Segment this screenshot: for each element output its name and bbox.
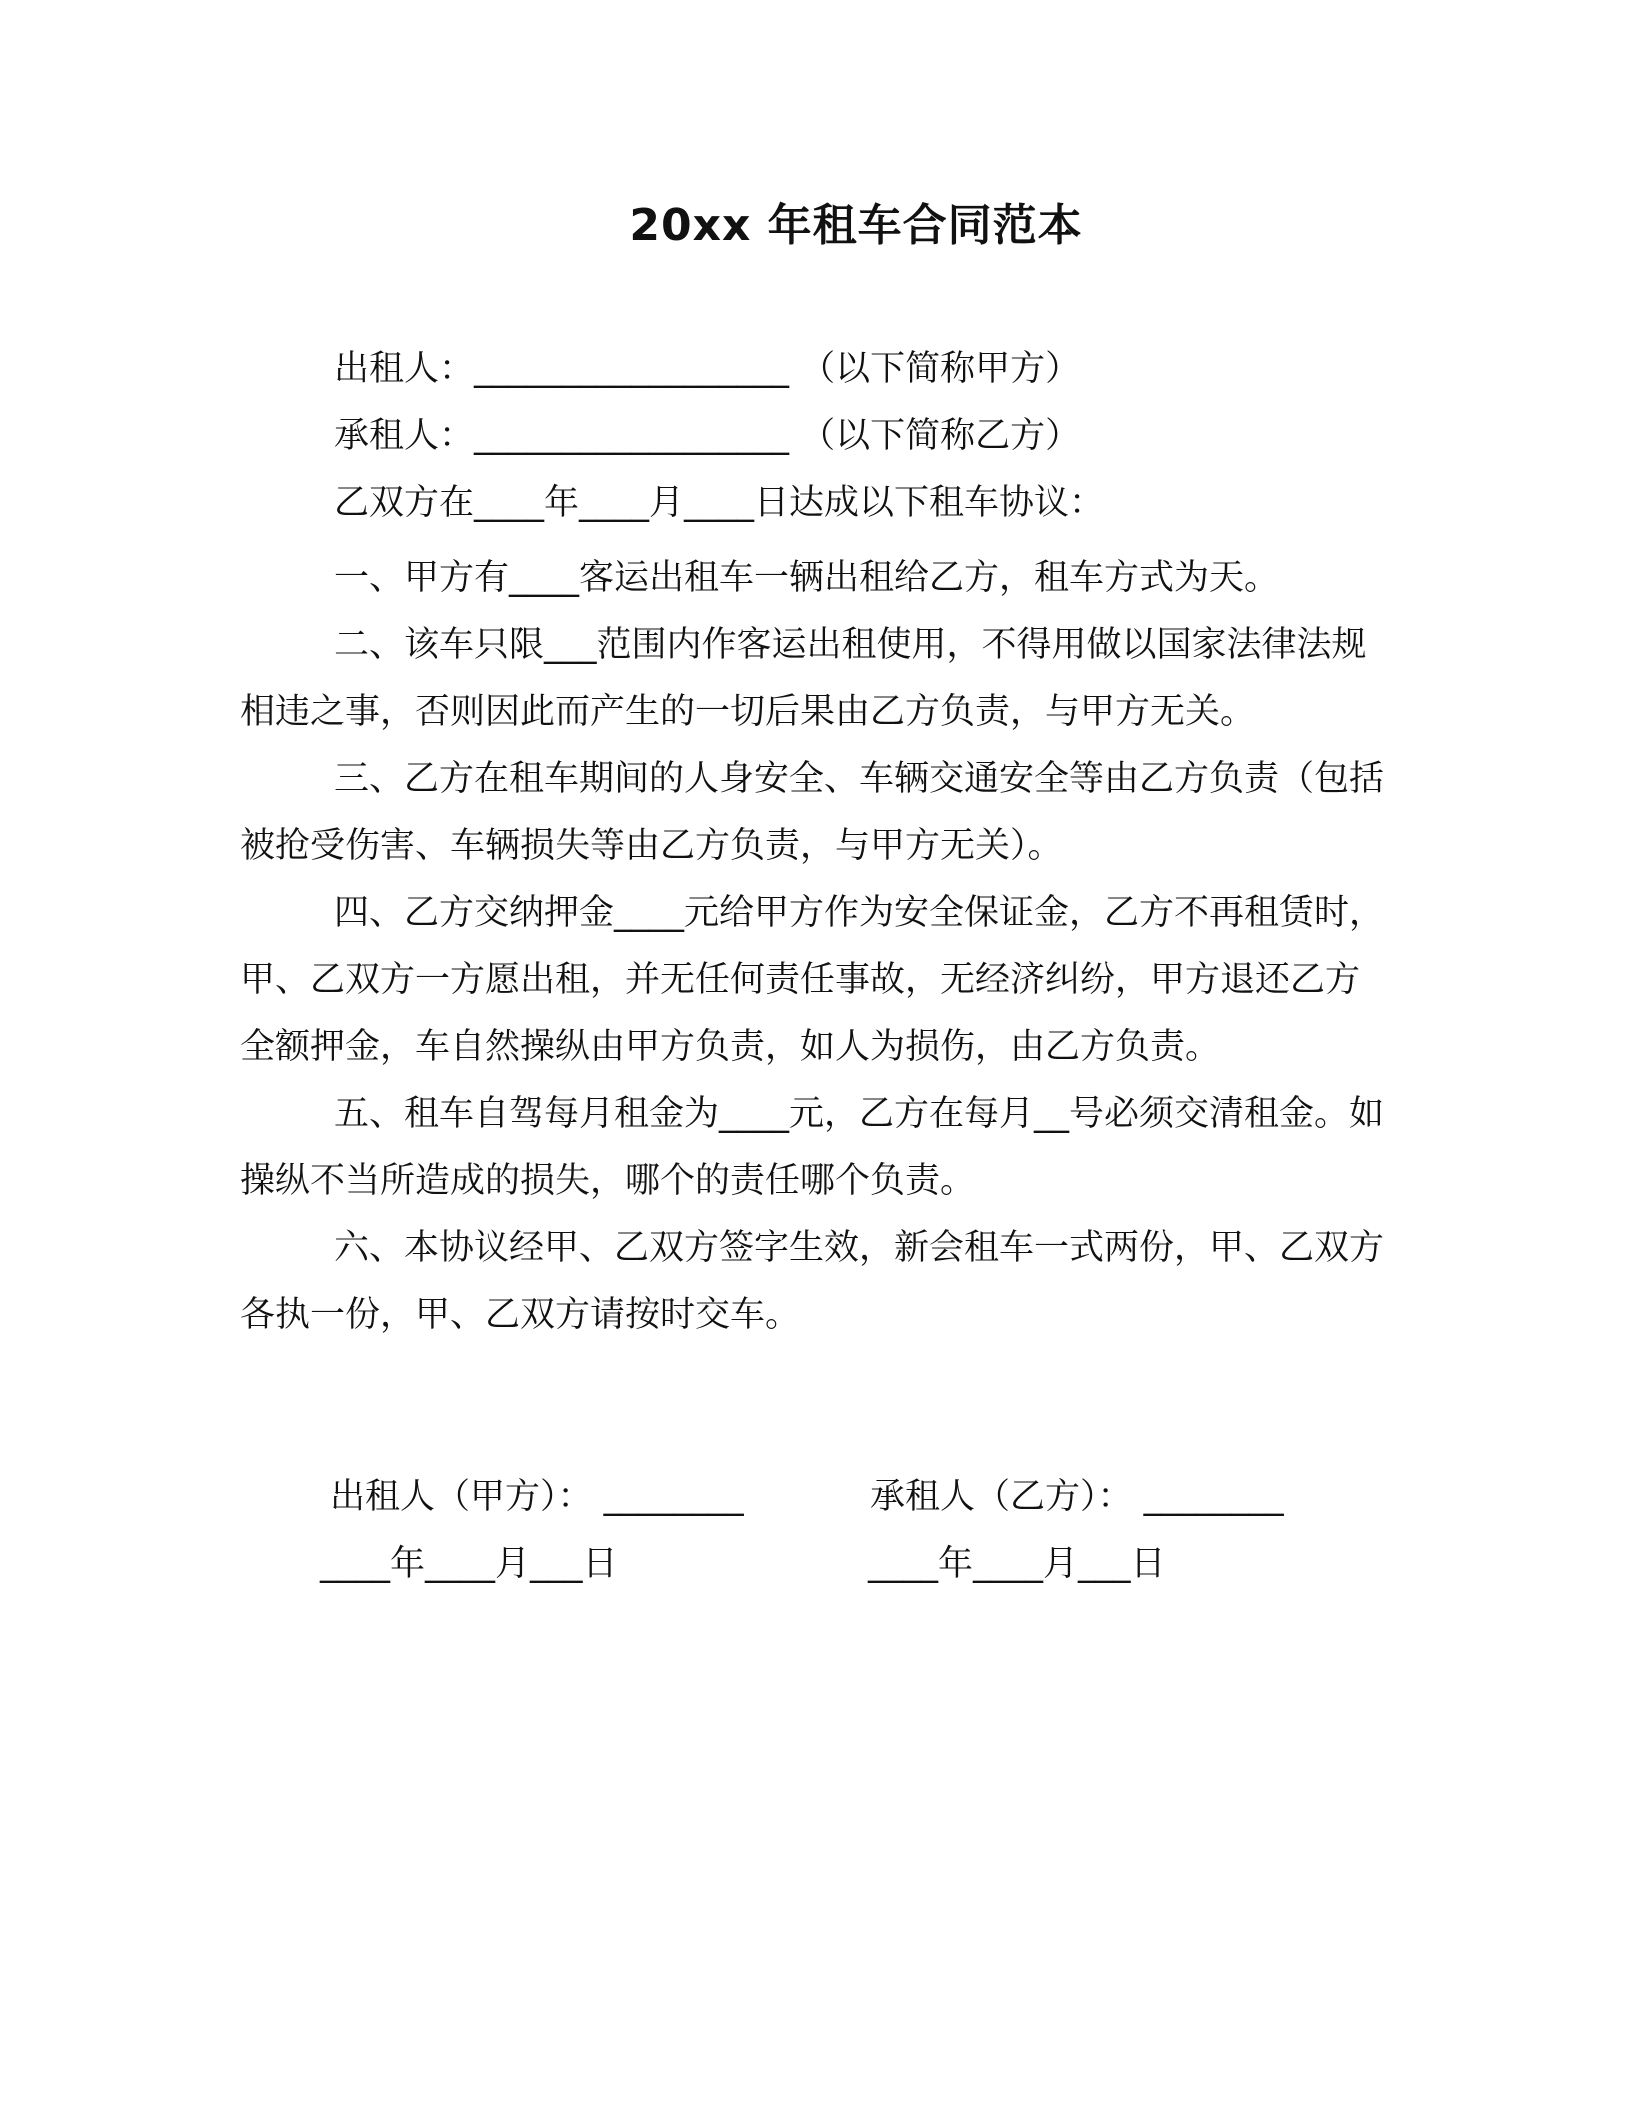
clause-2: 二、该车只限___范围内作客运出租使用，不得用做以国家法律法规相违之事，否则因此而产生的一切后果由乙方负责，与甲方无关。 xyxy=(240,625,1367,732)
clause-1: 一、甲方有____客运出租车一辆出租给乙方，租车方式为天。 xyxy=(334,558,1280,598)
document-body xyxy=(240,336,1390,1349)
lessor-line: 出租人：__________________ （以下简称甲方） xyxy=(334,349,1081,389)
lessee-line: 承租人：__________________ （以下简称乙方） xyxy=(334,416,1081,456)
clause-5: 五、租车自驾每月租金为____元，乙方在每月__号必须交清租金。如操纵不当所造成的损失，哪个的责任哪个负责。 xyxy=(240,1094,1385,1201)
lessee-date: ____年____月___日 xyxy=(868,1544,1166,1584)
lessor-date: ____年____月___日 xyxy=(320,1544,618,1584)
lessor-signature: 出租人（甲方）： ________ xyxy=(330,1477,744,1517)
agreement-date-line: 乙双方在____年____月____日达成以下租车协议： xyxy=(334,483,1105,523)
document-title: 20xx 年租车合同范本 xyxy=(629,200,1083,251)
lessee-signature: 承租人（乙方）： ________ xyxy=(870,1477,1284,1517)
clause-6: 六、本协议经甲、乙双方签字生效，新会租车一式两份，甲、乙双方各执一份，甲、乙双方请按时交车。 xyxy=(240,1228,1385,1335)
clause-3: 三、乙方在租车期间的人身安全、车辆交通安全等由乙方负责（包括被抢受伤害、车辆损失等由乙方负责，与甲方无关）。 xyxy=(240,759,1385,866)
clause-4: 四、乙方交纳押金____元给甲方作为安全保证金，乙方不再租赁时，甲、乙双方一方愿出租，并无任何责任事故，无经济纠纷，甲方退还乙方全额押金，车自然操纵由甲方负责，如人为损伤，由乙方负责。 xyxy=(240,893,1385,1067)
